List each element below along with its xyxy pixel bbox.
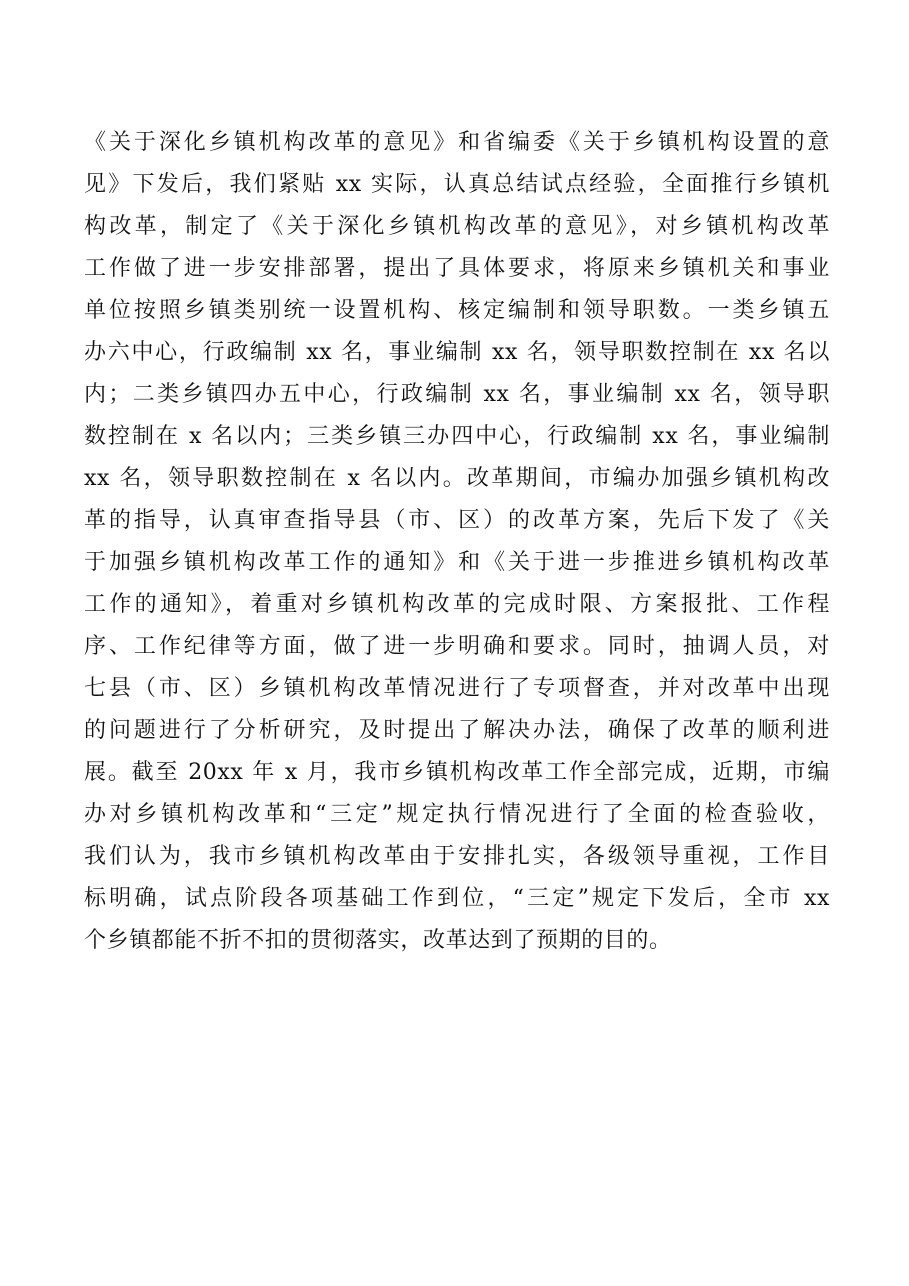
paragraph-line-7: 内；二类乡镇四办五中心，行政编制 xx 名，事业编制 xx 名，领导职: [84, 382, 830, 407]
paragraph-line-12: 工作的通知》，着重对乡镇机构改革的完成时限、方案报批、工作程: [84, 592, 830, 617]
paragraph-line-10: 革的指导，认真审查指导县（市、区）的改革方案，先后下发了《关: [84, 508, 830, 533]
paragraph-line-4: 工作做了进一步安排部署，提出了具体要求，将原来乡镇机关和事业: [84, 256, 830, 281]
body-paragraph: [84, 122, 830, 962]
paragraph-line-16: 展。截至 20xx 年 x 月，我市乡镇机构改革工作全部完成，近期，市编: [84, 760, 830, 785]
paragraph-line-3: 构改革，制定了《关于深化乡镇机构改革的意见》，对乡镇机构改革: [84, 214, 830, 239]
paragraph-line-2: 见》下发后，我们紧贴 xx 实际，认真总结试点经验，全面推行乡镇机: [84, 172, 830, 197]
paragraph-line-6: 办六中心，行政编制 xx 名，事业编制 xx 名，领导职数控制在 xx 名以: [84, 340, 830, 365]
paragraph-line-11: 于加强乡镇机构改革工作的通知》和《关于进一步推进乡镇机构改革: [84, 550, 830, 575]
paragraph-line-19: 标明确，试点阶段各项基础工作到位，“三定”规定下发后，全市 xx: [84, 886, 830, 911]
paragraph-line-8: 数控制在 x 名以内；三类乡镇三办四中心，行政编制 xx 名，事业编制: [84, 424, 830, 449]
paragraph-line-1: 《关于深化乡镇机构改革的意见》和省编委《关于乡镇机构设置的意: [84, 130, 830, 155]
paragraph-line-20: 个乡镇都能不折不扣的贯彻落实，改革达到了预期的目的。: [84, 928, 672, 953]
paragraph-line-14: 七县（市、区）乡镇机构改革情况进行了专项督查，并对改革中出现: [84, 676, 830, 701]
paragraph-line-17: 办对乡镇机构改革和“三定”规定执行情况进行了全面的检查验收，: [84, 802, 830, 827]
paragraph-line-9: xx 名，领导职数控制在 x 名以内。改革期间，市编办加强乡镇机构改: [84, 466, 830, 491]
paragraph-line-13: 序、工作纪律等方面，做了进一步明确和要求。同时，抽调人员，对: [84, 634, 830, 659]
paragraph-line-5: 单位按照乡镇类别统一设置机构、核定编制和领导职数。一类乡镇五: [84, 298, 830, 323]
paragraph-line-18: 我们认为，我市乡镇机构改革由于安排扎实，各级领导重视，工作目: [84, 844, 830, 869]
paragraph-line-15: 的问题进行了分析研究，及时提出了解决办法，确保了改革的顺利进: [84, 718, 830, 743]
